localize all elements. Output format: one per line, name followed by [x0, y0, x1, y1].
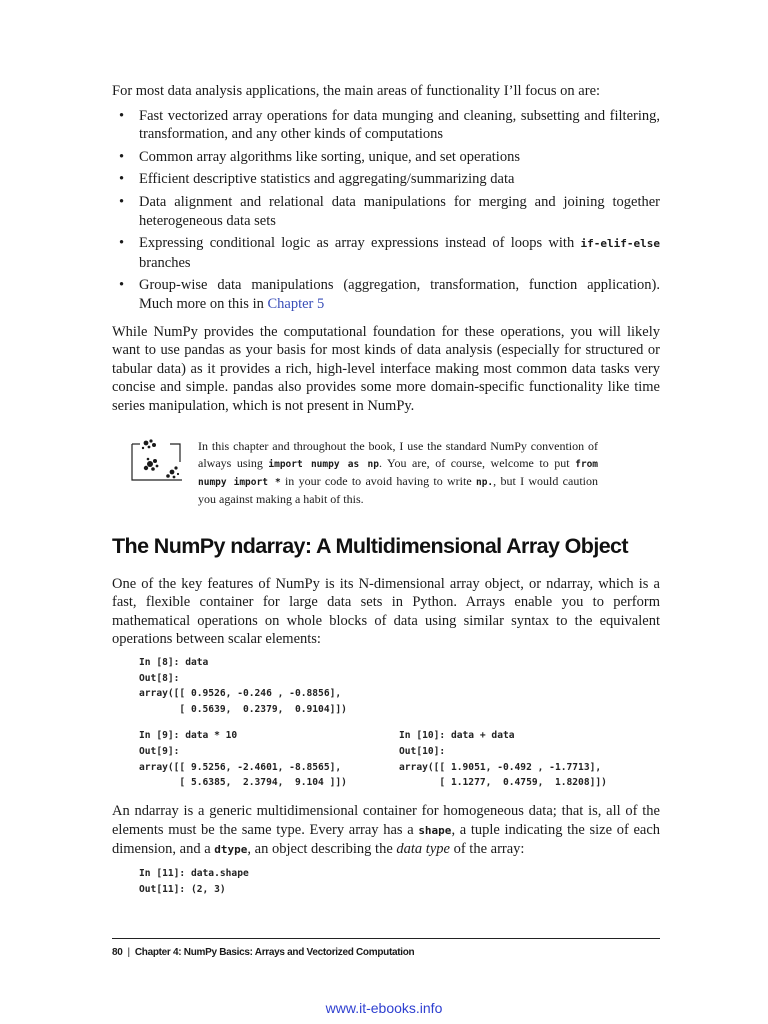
emphasis: data type	[396, 841, 450, 858]
chapter-5-link[interactable]: Chapter 5	[267, 295, 325, 312]
pandas-paragraph: While NumPy provides the computational foundation for these operations, you will likely want to use pandas as your basis for most kinds of data analysis (especially for structured or tabular data) as it provides a rich, high-level interface making most common data tasks very concise and simple. pandas also provides some more domain-specific functionality like time series manipulation, which is not present in NumPy.	[112, 323, 660, 414]
list-item: • Fast vectorized array operations for data munging and cleaning, subsetting and filtering, transformation, and any other kinds of computations	[119, 107, 660, 143]
paragraph-segment: An ndarray is a generic multidimensional container for homogeneous data; that is, all of the elements must be the same type. Every array has a	[112, 803, 660, 838]
list-item-text: branches	[139, 254, 191, 271]
list-item-text: Common array algorithms like sorting, unique, and set operations	[139, 148, 520, 165]
ndarray-paragraph: One of the key features of NumPy is its N-dimensional array object, or ndarray, which is a fast, flexible container for large data sets in Python. Arrays enable you to perform mathematical operations on whole blocks of data using similar syntax to the equivalent operations between scalar elements:	[112, 575, 660, 648]
inline-code: shape	[418, 823, 452, 837]
inline-code: import numpy as np	[268, 458, 379, 470]
footer-separator: |	[127, 947, 130, 958]
code-listing: In [11]: data.shape Out[11]: (2, 3)	[139, 867, 249, 895]
page-number: 80	[112, 947, 123, 958]
list-item-text: Expressing conditional logic as array expressions instead of loops with	[139, 235, 581, 252]
paragraph-segment: , an object describing the	[247, 841, 397, 858]
code-example-pair	[139, 728, 660, 798]
list-item: • Efficient descriptive statistics and aggregating/summarizing data	[119, 171, 515, 188]
chapter-title: Chapter 4: NumPy Basics: Arrays and Vectorized Computation	[134, 947, 415, 958]
inline-code: if-elif-else	[580, 237, 660, 251]
list-item: • Data alignment and relational data manipulations for merging and joining together heterogeneous data sets	[119, 193, 660, 229]
list-item: • Expressing conditional logic as array expressions instead of loops with if-elif-else branches	[119, 235, 660, 271]
functionality-list	[112, 107, 660, 314]
inline-code: np.	[475, 476, 494, 488]
tip-text-segment: In this chapter and throughout the book, I use the standard NumPy convention of always using	[198, 438, 598, 470]
intro-paragraph: For most data analysis applications, the main areas of functionality I’ll focus on are:	[112, 83, 601, 99]
list-item: • Common array algorithms like sorting, unique, and set operations	[119, 148, 520, 165]
list-item-text: Fast vectorized array operations for data munging and cleaning, subsetting and filtering, transformation, and any other kinds of computations	[139, 107, 660, 143]
tip-text-segment: in your code to avoid having to write	[280, 473, 476, 488]
tip-animal-icon	[130, 438, 182, 484]
list-item: • Group-wise data manipulations (aggregation, transformation, function application). Much more on this in Chapter 5	[119, 277, 660, 312]
code-listing-add: In [10]: data + data Out[10]: array([[ 1.9051, -0.492 , -1.7713], [ 1.1277, 0.4759, 1.8208]])	[399, 730, 607, 789]
inline-code: dtype	[214, 843, 248, 857]
tip-text-segment: , but I would caution you against making a habit of this.	[198, 473, 598, 506]
list-item-text: Data alignment and relational data manipulations for merging and joining together heterogeneous data sets	[139, 193, 660, 229]
tip-text	[198, 438, 598, 508]
source-url[interactable]: www.it-ebooks.info	[325, 1000, 443, 1016]
section-heading: The NumPy ndarray: A Multidimensional Array Object	[112, 533, 628, 558]
code-example-shape	[139, 866, 660, 898]
paragraph-segment: , a tuple indicating the size of each dimension, and a	[112, 821, 661, 858]
code-listing: In [8]: data Out[8]: array([[ 0.9526, -0.246 , -0.8856], [ 0.5639, 0.2379, 0.9104]])	[139, 656, 347, 716]
list-item-text: Group-wise data manipulations (aggregation, transformation, function application). Much more on this in	[139, 277, 660, 312]
inline-code: from numpy import *	[198, 458, 599, 488]
page-body	[112, 82, 660, 897]
code-example-data	[139, 655, 660, 718]
paragraph-segment: of the array:	[449, 841, 525, 858]
code-listing-multiply: In [9]: data * 10 Out[9]: array([[ 9.5256, -2.4601, -8.8565], [ 5.6385, 2.3794, 9.104 ]])	[139, 730, 347, 789]
list-item-text: Efficient descriptive statistics and aggregating/summarizing data	[139, 171, 515, 188]
tip-text-segment: . You are, of course, welcome to put	[378, 455, 576, 470]
page-footer	[112, 938, 660, 958]
tip-box	[112, 432, 660, 516]
shape-dtype-paragraph	[112, 802, 660, 860]
